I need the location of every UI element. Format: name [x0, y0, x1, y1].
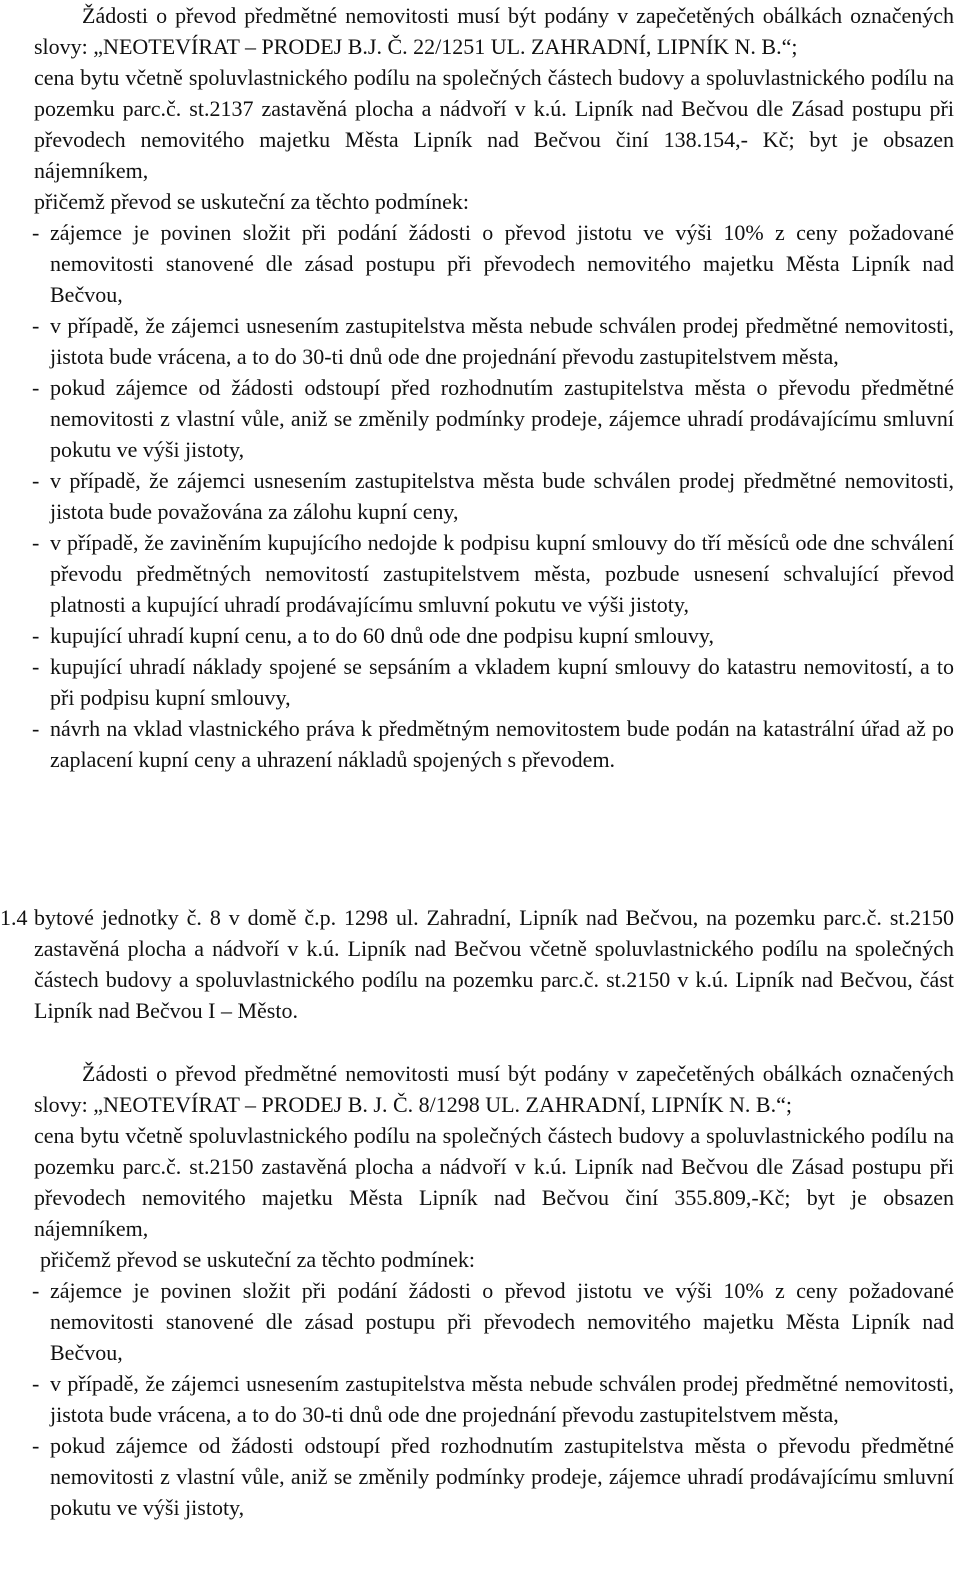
price-paragraph: cena bytu včetně spoluvlastnického podílu na společných částech budovy a spoluvlastnického podílu na pozemku parc.č. st.2137 zastavěná plocha a nádvoří v k.ú. Lipník nad Bečvou dle Zásad postupu při převodech nemovitého majetku Města Lipník nad Bečvou činí 138.154,- Kč; byt je obsazen nájemníkem,: [34, 65, 954, 183]
item-heading-text: bytové jednotky č. 8 v domě č.p. 1298 ul. Zahradní, Lipník nad Bečvou, na pozemku parc.č. st.2150 zastavěná plocha a nádvoří v k.ú. Lipník nad Bečvou včetně spoluvlastnického podílu na společných částech budovy a spoluvlastnického podílu na pozemku parc.č. st.2150 v k.ú. Lipník nad Bečvou, část Lipník nad Bečvou I – Město.: [34, 905, 954, 1023]
section-1-4-body: [34, 1058, 954, 1523]
condition-item: - v případě, že zájemci usnesením zastupitelstva města nebude schválen prodej předmětné nemovitosti, jistota bude vrácena, a to do 30-ti dnů ode dne projednání převodu zastupitelstvem města,: [34, 1368, 954, 1430]
item-1-4-heading: [0, 902, 954, 1026]
conditions-intro: přičemž převod se uskuteční za těchto podmínek:: [34, 189, 469, 214]
condition-item: - pokud zájemce od žádosti odstoupí před rozhodnutím zastupitelstva města o převodu předmětné nemovitosti z vlastní vůle, aniž se změnily podmínky prodeje, zájemce uhradí prodávajícímu smluvní pokutu ve výši jistoty,: [34, 372, 954, 465]
conditions-intro: přičemž převod se uskuteční za těchto podmínek:: [40, 1247, 475, 1272]
sealed-envelope-instructions: Žádosti o převod předmětné nemovitosti musí být podány v zapečetěných obálkách označených slovy: „NEOTEVÍRAT – PRODEJ B.J. Č. 22/1251 UL. ZAHRADNÍ, LIPNÍK N. B.“;: [34, 3, 954, 59]
condition-item: - v případě, že zájemci usnesením zastupitelstva města nebude schválen prodej předmětné nemovitosti, jistota bude vrácena, a to do 30-ti dnů ode dne projednání převodu zastupitelstvem města,: [34, 310, 954, 372]
condition-item: - návrh na vklad vlastnického práva k předmětným nemovitostem bude podán na katastrální úřad až po zaplacení kupní ceny a uhrazení nákladů spojených s převodem.: [34, 713, 954, 775]
sealed-envelope-instructions: Žádosti o převod předmětné nemovitosti musí být podány v zapečetěných obálkách označených slovy: „NEOTEVÍRAT – PRODEJ B. J. Č. 8/1298 UL. ZAHRADNÍ, LIPNÍK N. B.“;: [34, 1061, 954, 1117]
condition-item: - zájemce je povinen složit při podání žádosti o převod jistotu ve výši 10% z ceny požadované nemovitosti stanovené dle zásad postupu při převodech nemovitého majetku Města Lipník nad Bečvou,: [34, 1275, 954, 1368]
item-number: 1.4: [0, 905, 28, 930]
condition-item: - kupující uhradí kupní cenu, a to do 60 dnů ode dne podpisu kupní smlouvy,: [34, 620, 954, 651]
condition-item: - kupující uhradí náklady spojené se sepsáním a vkladem kupní smlouvy do katastru nemovitostí, a to při podpisu kupní smlouvy,: [34, 651, 954, 713]
condition-item: - v případě, že zájemci usnesením zastupitelstva města bude schválen prodej předmětné nemovitosti, jistota bude považována za zálohu kupní ceny,: [34, 465, 954, 527]
conditions-list: [34, 1275, 954, 1523]
condition-item: - v případě, že zaviněním kupujícího nedojde k podpisu kupní smlouvy do tří měsíců ode dne schválení převodu předmětných nemovitostí zastupitelstvem města, pozbude usnesení schvalující převod platnosti a kupující uhradí prodávajícímu smluvní pokutu ve výši jistoty,: [34, 527, 954, 620]
section-1-3-continuation: [34, 0, 954, 775]
condition-item: - zájemce je povinen složit při podání žádosti o převod jistotu ve výši 10% z ceny požadované nemovitosti stanovené dle zásad postupu při převodech nemovitého majetku Města Lipník nad Bečvou,: [34, 217, 954, 310]
price-paragraph: cena bytu včetně spoluvlastnického podílu na společných částech budovy a spoluvlastnického podílu na pozemku parc.č. st.2150 zastavěná plocha a nádvoří v k.ú. Lipník nad Bečvou dle Zásad postupu při převodech nemovitého majetku Města Lipník nad Bečvou činí 355.809,-Kč; byt je obsazen nájemníkem,: [34, 1123, 954, 1241]
conditions-list: [34, 217, 954, 775]
condition-item: - pokud zájemce od žádosti odstoupí před rozhodnutím zastupitelstva města o převodu předmětné nemovitosti z vlastní vůle, aniž se změnily podmínky prodeje, zájemce uhradí prodávajícímu smluvní pokutu ve výši jistoty,: [34, 1430, 954, 1523]
